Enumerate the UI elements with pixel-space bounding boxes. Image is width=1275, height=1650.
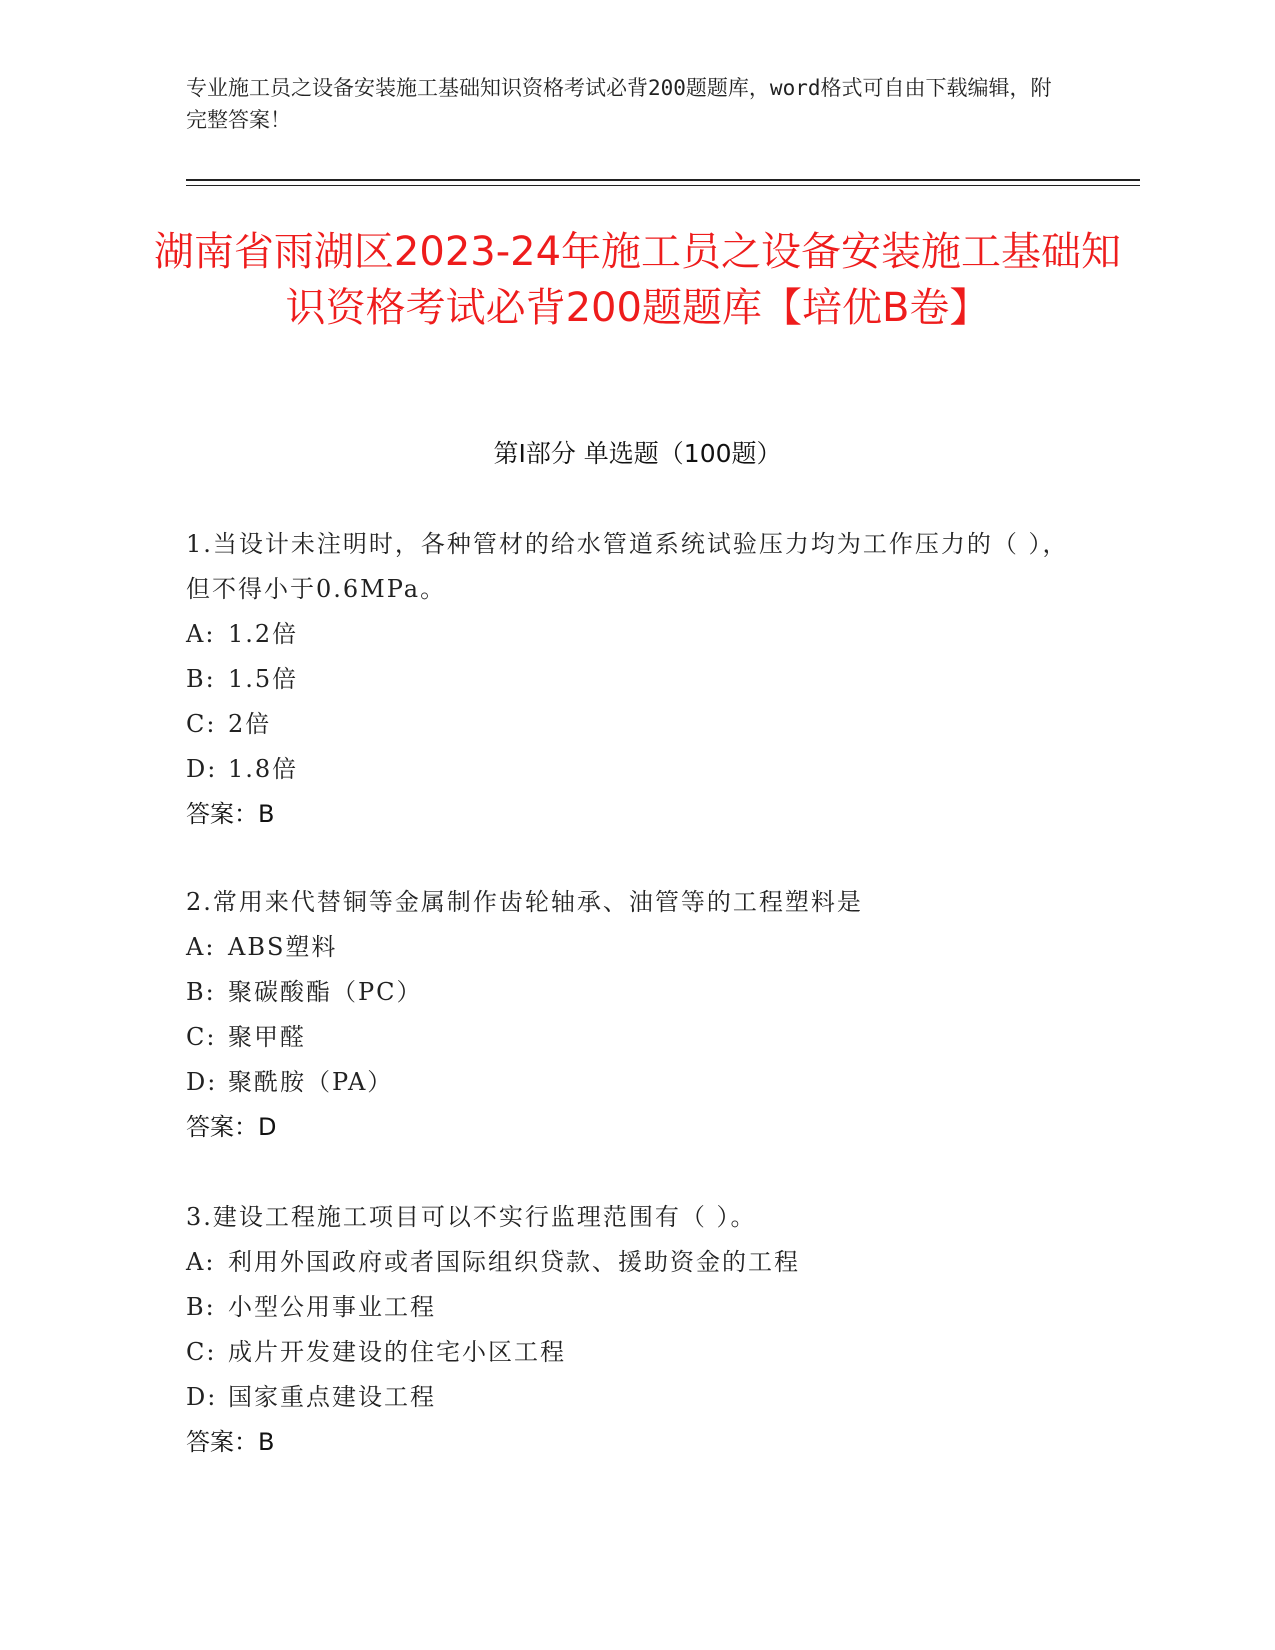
option-letter: C: [186,710,217,738]
answer-value: D [258,1113,277,1141]
option-c [186,1330,1086,1375]
document-title: 湖南省雨湖区2023-24年施工员之设备安装施工基础知识资格考试必背200题题库【培优B卷】 [153,229,1122,331]
option-letter: D: [186,755,218,783]
option-text: 2倍 [228,710,272,738]
option-a [186,1240,1086,1285]
question-2 [186,880,1086,1150]
option-text: ABS塑料 [228,933,338,961]
option-letter: B: [186,978,216,1006]
option-d [186,1060,1086,1105]
option-text: 1.5倍 [228,665,299,693]
option-text: 成片开发建设的住宅小区工程 [228,1338,566,1366]
option-text: 利用外国政府或者国际组织贷款、援助资金的工程 [228,1248,800,1276]
header-note: 专业施工员之设备安装施工基础知识资格考试必背200题题库，word格式可自由下载编辑，附完整答案！ [186,76,1052,132]
option-text: 小型公用事业工程 [228,1293,436,1321]
answer-line [186,792,1086,837]
option-text: 国家重点建设工程 [228,1383,436,1411]
option-letter: D: [186,1383,218,1411]
option-a [186,925,1086,970]
option-text: 聚碳酸酯（PC） [228,978,423,1006]
question-text: 3.建设工程施工项目可以不实行监理范围有（ ）。 [186,1203,757,1231]
option-letter: C: [186,1338,217,1366]
header-divider-thin [186,185,1140,186]
option-letter: A: [186,933,216,961]
option-b [186,657,1086,702]
option-letter: C: [186,1023,217,1051]
question-text: 1.当设计未注明时，各种管材的给水管道系统试验压力均为工作压力的（ ），但不得小于0.6MPa。 [186,530,1069,603]
answer-line [186,1105,1086,1150]
answer-line [186,1420,1086,1465]
option-d [186,747,1086,792]
question-text: 2.常用来代替铜等金属制作齿轮轴承、油管等的工程塑料是 [186,888,863,916]
option-letter: A: [186,1248,216,1276]
option-letter: A: [186,620,216,648]
answer-prefix: 答案： [186,1428,258,1456]
option-letter: B: [186,665,216,693]
option-letter: B: [186,1293,216,1321]
answer-prefix: 答案： [186,1113,258,1141]
question-1 [186,522,1086,837]
option-letter: D: [186,1068,218,1096]
option-b [186,970,1086,1015]
answer-value: B [258,800,275,828]
option-c [186,702,1086,747]
option-b [186,1285,1086,1330]
option-d [186,1375,1086,1420]
option-text: 1.8倍 [228,755,299,783]
section-heading: 第I部分 单选题（100题） [493,439,782,468]
answer-prefix: 答案： [186,800,258,828]
option-text: 聚甲醛 [228,1023,306,1051]
question-3 [186,1195,1086,1465]
header-divider [186,179,1140,181]
option-a [186,612,1086,657]
option-text: 聚酰胺（PA） [228,1068,394,1096]
option-c [186,1015,1086,1060]
option-text: 1.2倍 [228,620,299,648]
answer-value: B [258,1428,275,1456]
